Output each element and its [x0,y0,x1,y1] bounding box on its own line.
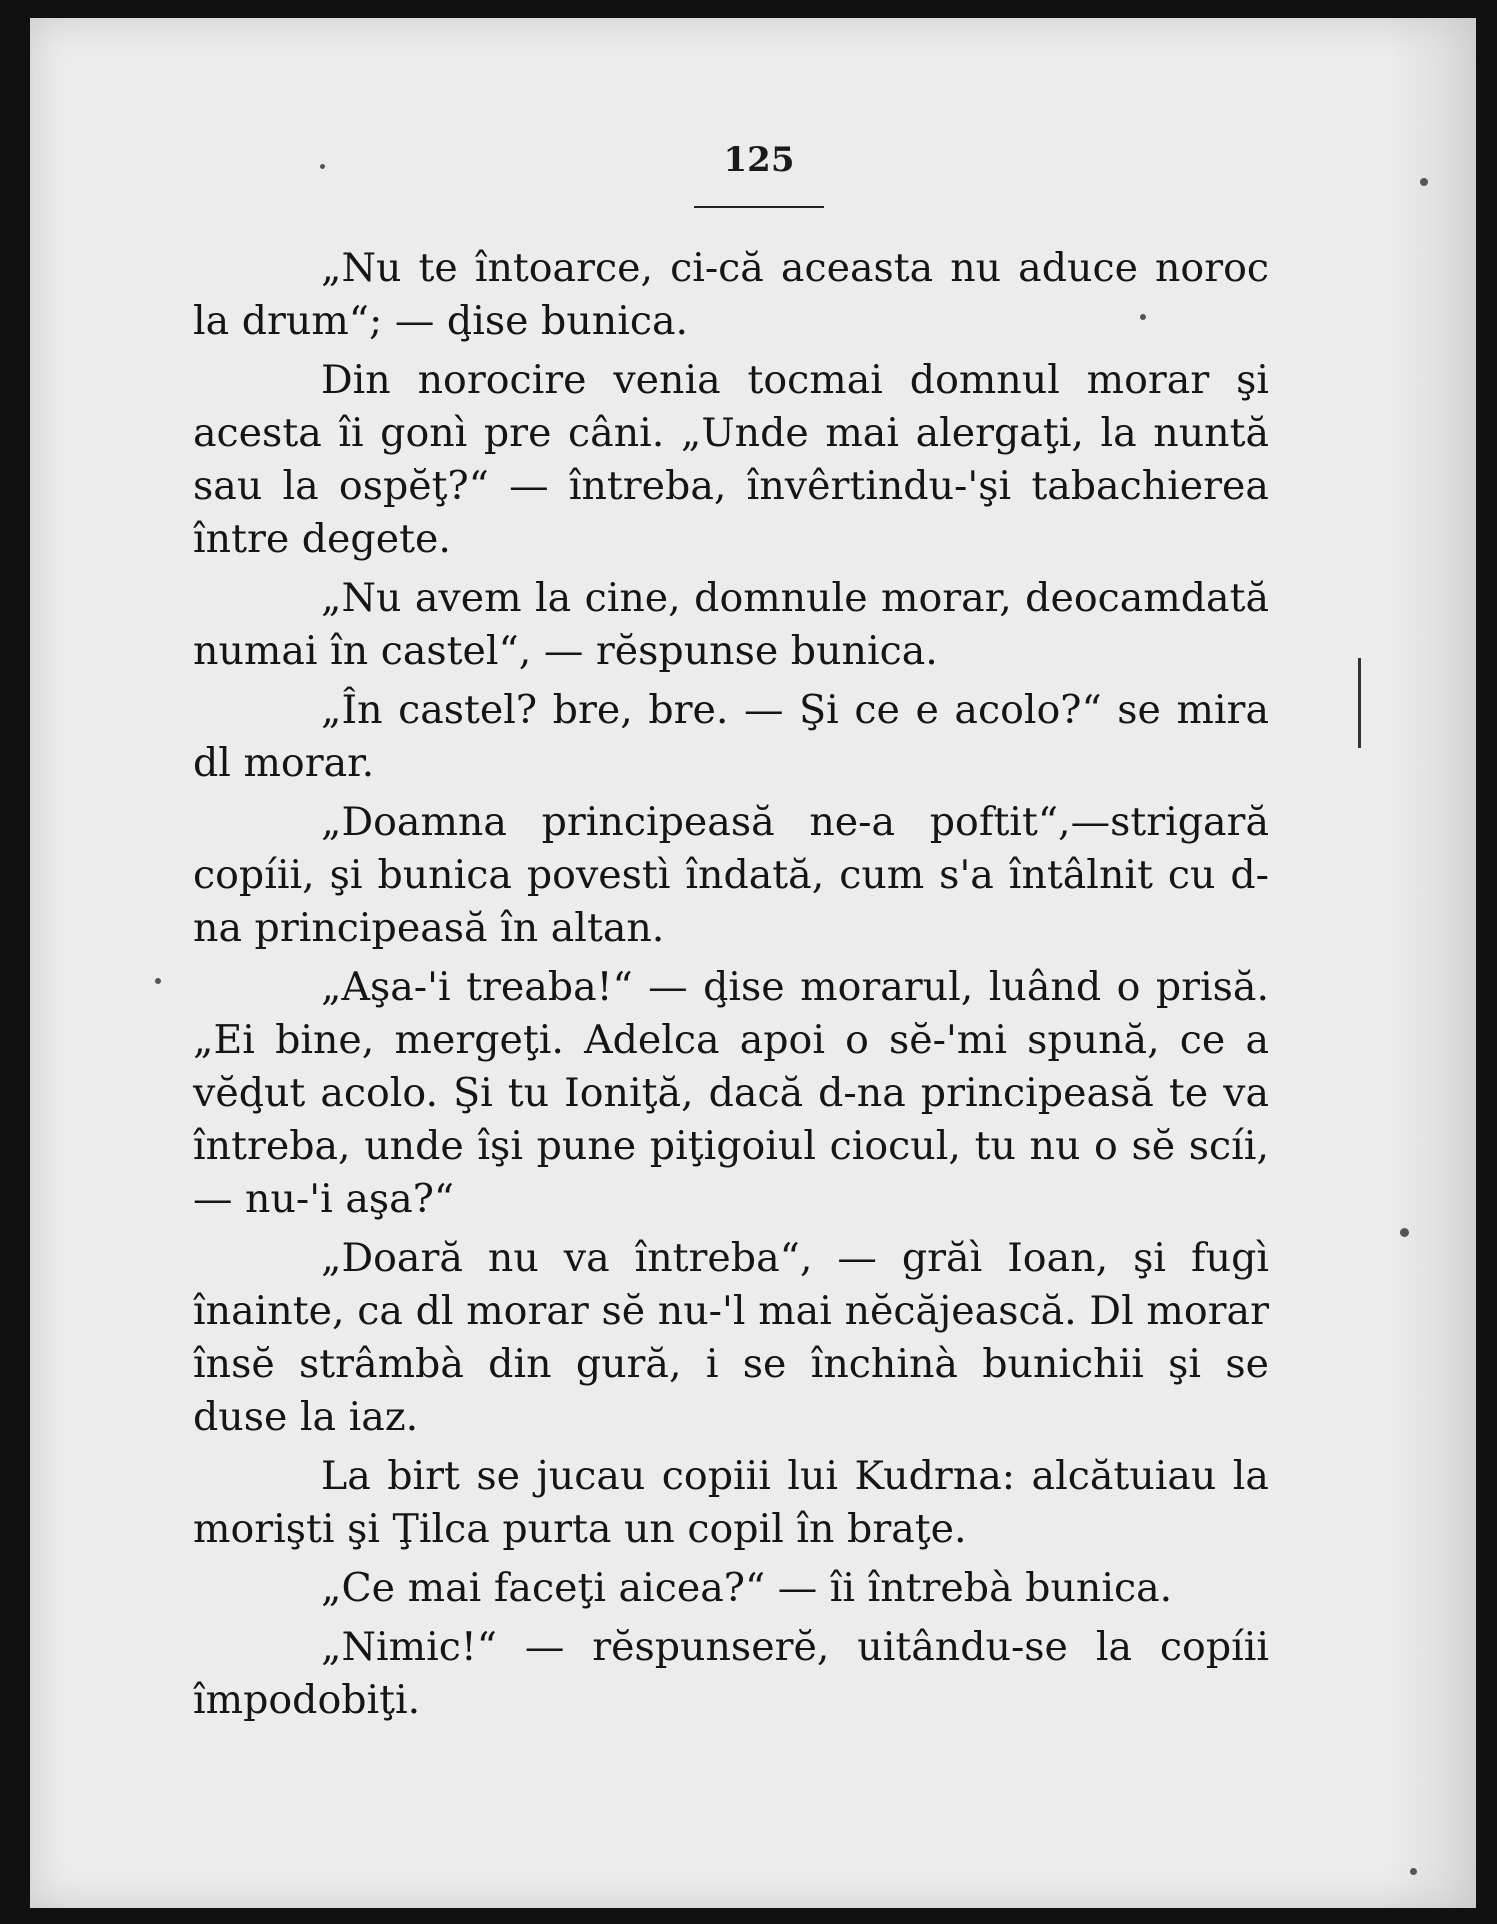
ink-speck [155,978,161,984]
ink-speck [1400,1228,1409,1237]
paragraph: „Doamna principeasă ne-a poftit“,—strigară copíii, şi bunica povestì îndată, cum s'a întâlnit cu d-na principeasă în altan. [193,799,1269,951]
paragraph: „În castel? bre, bre. — Şi ce e acolo?“ se mira dl morar. [193,687,1269,786]
paragraph: „Doară nu va întreba“, — grăì Ioan, şi fugì înainte, ca dl morar sĕ nu-'l mai nĕcăjească. Dl morar însĕ strâmbà din gură, i se închinà bunichii şi se duse la iaz. [193,1235,1269,1440]
page-number-rule [694,206,824,208]
body-text [193,242,1269,1733]
margin-mark [1358,658,1361,748]
ink-speck [320,164,325,169]
page-edge-shading [1386,18,1476,1908]
paragraph: „Nu avem la cine, domnule morar, deocamdată numai în castel“, — rĕspunse bunica. [193,575,1269,674]
ink-speck [1410,1868,1417,1875]
paragraph: „Aşa-'i treaba!“ — ḑise morarul, luând o prisă. „Ei bine, mergeţi. Adelca apoi o sĕ-'mi spună, ce a vĕḑut acolo. Şi tu Ioniţă, dacă d-na principeasă te va întreba, unde îşi pune piţigoiul ciocul, tu nu o sĕ scíi, — nu-'i aşa?“ [193,964,1269,1222]
paragraph: „Ce mai faceţi aicea?“ — îi întrebà bunica. [321,1565,1173,1611]
paragraph: „Nimic!“ — rĕspunserĕ, uitându-se la copíii împodobiţi. [193,1624,1269,1723]
page-number: 125 [723,140,795,180]
paragraph: „Nu te întoarce, ci-că aceasta nu aduce noroc la drum“; — ḑise bunica. [193,245,1269,344]
paragraph: Din norocire venia tocmai domnul morar şi acesta îi gonì pre câni. „Unde mai alergaţi, la nuntă sau la ospĕţ?“ — întreba, învêrtindu-'şi tabachierea între degete. [193,357,1269,562]
paragraph: La birt se jucau copiii lui Kudrna: alcătuiau la morişti şi Ţilca purta un copil în braţe. [193,1453,1269,1552]
ink-speck [1420,178,1428,186]
